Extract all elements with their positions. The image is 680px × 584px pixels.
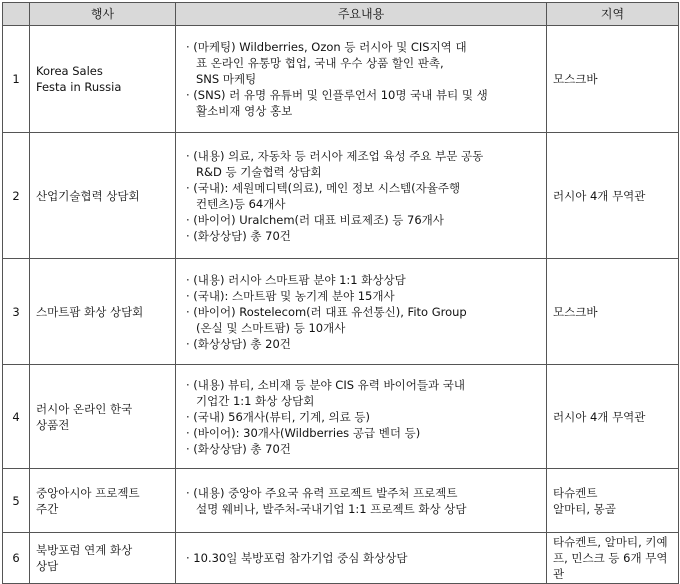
region-line: 러시아 4개 무역관 [553, 188, 646, 203]
row-number: 1 [3, 26, 30, 133]
content-line: 기업간 1:1 화상 상담회 [196, 393, 315, 408]
content-line: 설명 웨비나, 발주처-국내기업 1:1 프로젝트 화상 상담 [196, 501, 467, 516]
content-line: · (화상상담) 총 20건 [186, 336, 291, 351]
content-line: 활소비재 영상 홍보 [196, 104, 293, 118]
content-line: · (바이어) Uralchem(러 대표 비료제조) 등 76개사 [186, 212, 444, 227]
region-line: 알마티, 몽골 [553, 501, 616, 516]
content-line: · (내용) 뷰티, 소비재 등 분야 CIS 유력 바이어들과 국내 [186, 377, 465, 392]
row-number: 5 [3, 469, 30, 533]
content-line: R&D 등 기술협력 상담회 [196, 164, 322, 179]
region-line: 러시아 4개 무역관 [553, 409, 646, 424]
event-region [547, 26, 679, 133]
event-content [176, 259, 547, 365]
event-name-line: 중앙아시아 프로젝트 [36, 485, 140, 500]
event-region [547, 365, 679, 469]
event-name [30, 533, 176, 584]
content-line: · (바이어) Rostelecom(러 대표 유선통신), Fito Group [186, 304, 467, 319]
event-name [30, 133, 176, 259]
region-line: 모스크바 [553, 304, 598, 319]
region-line: 모스크바 [553, 72, 598, 86]
event-content [176, 365, 547, 469]
event-content [176, 533, 547, 584]
table-row [3, 259, 679, 365]
event-content [176, 26, 547, 133]
header-region: 지역 [547, 3, 679, 26]
table-row [3, 133, 679, 259]
event-content [176, 133, 547, 259]
content-line: · (바이어): 30개사(Wildberries 공급 벤더 등) [186, 425, 421, 440]
content-line: · (내용) 중앙아 주요국 유력 프로젝트 발주처 프로젝트 [186, 485, 458, 500]
content-line: · (화상상담) 총 70건 [186, 441, 291, 456]
content-line: · (국내): 세원메디텍(의료), 메인 정보 시스템(자율주행 [186, 180, 461, 195]
table-row [3, 26, 679, 133]
region-line: 타슈켄트, 알마티, 키예 [553, 535, 668, 549]
event-content [176, 469, 547, 533]
content-line: 컨텐츠)등 64개사 [196, 196, 286, 211]
content-line: · (내용) 의료, 자동차 등 러시아 제조업 육성 주요 부문 공동 [186, 148, 484, 163]
header-content: 주요내용 [176, 3, 547, 26]
events-table [2, 2, 679, 584]
event-name-line: 러시아 온라인 한국 [36, 401, 133, 416]
event-name-line: 북방포럼 연계 화상 [36, 543, 133, 557]
event-name [30, 259, 176, 365]
region-line: 관 [553, 567, 565, 581]
event-region [547, 259, 679, 365]
event-name [30, 26, 176, 133]
row-number: 6 [3, 533, 30, 584]
table-row [3, 469, 679, 533]
row-number: 3 [3, 259, 30, 365]
content-line: · 10.30일 북방포럼 참가기업 중심 화상상담 [186, 551, 408, 565]
event-name-line: 스마트팜 화상 상담회 [36, 304, 144, 319]
header-num [3, 3, 30, 26]
event-name [30, 469, 176, 533]
content-line: · (마케팅) Wildberries, Ozon 등 러시아 및 CIS지역 대 [186, 40, 467, 54]
event-name-line: 상품전 [36, 417, 70, 432]
region-line: 프, 민스크 등 6개 무역 [553, 551, 668, 565]
event-region [547, 533, 679, 584]
content-line: (온실 및 스마트팜) 등 10개사 [196, 320, 346, 335]
table-row [3, 533, 679, 584]
content-line: · (국내): 스마트팜 및 농기계 분야 15개사 [186, 288, 395, 303]
event-region [547, 469, 679, 533]
event-name-line: 산업기술협력 상담회 [36, 188, 140, 203]
row-number: 4 [3, 365, 30, 469]
event-name-line: 상담 [36, 559, 59, 573]
content-line: · (내용) 러시아 스마트팜 분야 1:1 화상상담 [186, 272, 406, 287]
event-name-line: Korea Sales [36, 64, 103, 78]
content-line: · (국내) 56개사(뷰티, 기계, 의료 등) [186, 409, 371, 424]
event-name-line: Festa in Russia [36, 80, 122, 94]
event-name [30, 365, 176, 469]
header-row [3, 3, 679, 26]
content-line: 표 온라인 유통망 협업, 국내 우수 상품 할인 판촉, [196, 56, 444, 70]
event-name-line: 주간 [36, 501, 59, 516]
table-row [3, 365, 679, 469]
event-region [547, 133, 679, 259]
header-event: 행사 [30, 3, 176, 26]
content-line: · (화상상담) 총 70건 [186, 228, 291, 243]
content-line: · (SNS) 러 유명 유튜버 및 인플루언서 10명 국내 뷰티 및 생 [186, 88, 488, 102]
row-number: 2 [3, 133, 30, 259]
content-line: SNS 마케팅 [196, 72, 257, 86]
region-line: 타슈켄트 [553, 485, 598, 500]
